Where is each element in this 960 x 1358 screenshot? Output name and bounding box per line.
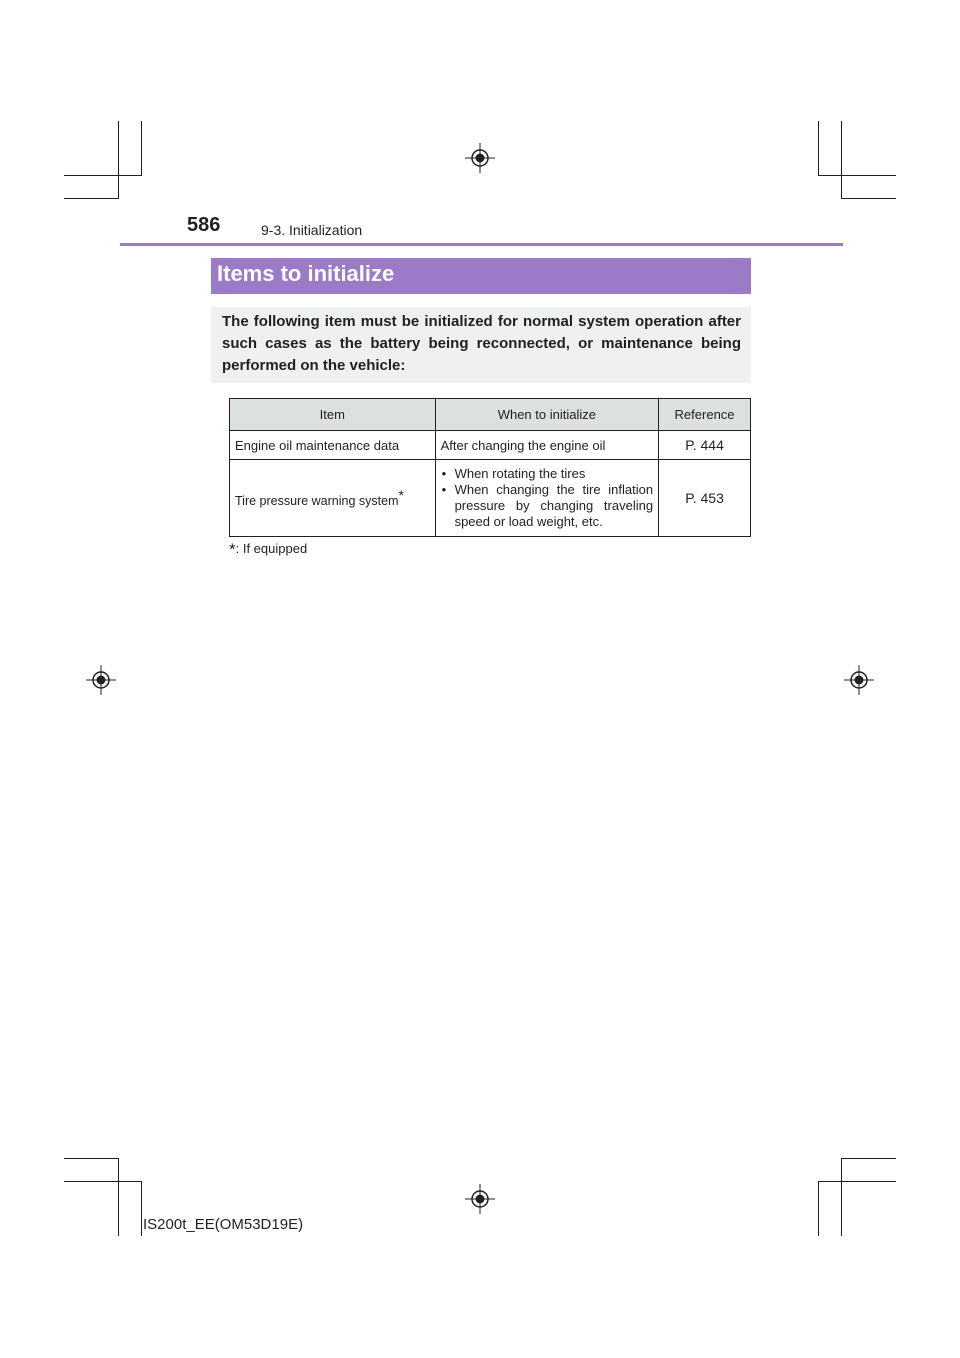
intro-paragraph: The following item must be initialized for normal system operation after such cases as the battery being reconnected, or maintenance being performed on the vehicle:: [211, 307, 751, 383]
table-row: [230, 431, 751, 460]
crop-mark: [818, 121, 819, 175]
crop-mark: [841, 198, 896, 199]
initialization-table: [229, 398, 751, 537]
crop-mark: [64, 1158, 119, 1159]
column-header-reference: Reference: [659, 399, 751, 431]
list-item: • When changing the tire inflation pressure by changing traveling speed or load weight, etc.: [455, 482, 654, 530]
table-header-row: [230, 399, 751, 431]
when-cell: [435, 460, 659, 537]
crop-mark: [818, 1181, 896, 1182]
crop-mark: [141, 121, 142, 175]
table-row: [230, 460, 751, 537]
item-cell: Engine oil maintenance data: [230, 431, 436, 460]
header-divider: [120, 243, 843, 246]
crop-mark: [118, 1158, 119, 1236]
item-cell: [230, 460, 436, 537]
crop-mark: [841, 121, 842, 199]
item-label: Tire pressure warning system: [235, 494, 399, 509]
crop-mark: [64, 198, 119, 199]
registration-crosshair-icon: [844, 665, 874, 695]
reference-cell: P. 444: [659, 431, 751, 460]
crop-mark: [841, 1158, 896, 1159]
crop-mark: [64, 1181, 142, 1182]
crop-mark: [818, 175, 896, 176]
registration-crosshair-icon: [86, 665, 116, 695]
footnote: [229, 540, 307, 560]
when-bullet-list: [441, 466, 654, 530]
list-item: • When rotating the tires: [455, 466, 654, 482]
crop-mark: [118, 121, 119, 199]
crop-mark: [64, 175, 142, 176]
page-number: 586: [187, 214, 221, 236]
reference-cell: P. 453: [659, 460, 751, 537]
crop-mark: [841, 1158, 842, 1236]
footnote-text: : If equipped: [235, 541, 308, 556]
page-title: Items to initialize: [211, 258, 751, 294]
column-header-when: When to initialize: [435, 399, 659, 431]
registration-crosshair-icon: [465, 143, 495, 173]
crop-mark: [818, 1181, 819, 1236]
section-title: 9-3. Initialization: [261, 222, 363, 238]
when-cell: After changing the engine oil: [435, 431, 659, 460]
footnote-mark: *: [229, 540, 236, 559]
footnote-mark: *: [398, 487, 404, 504]
column-header-item: Item: [230, 399, 436, 431]
registration-crosshair-icon: [465, 1184, 495, 1214]
crop-mark: [141, 1181, 142, 1236]
model-code: IS200t_EE(OM53D19E): [143, 1216, 304, 1233]
